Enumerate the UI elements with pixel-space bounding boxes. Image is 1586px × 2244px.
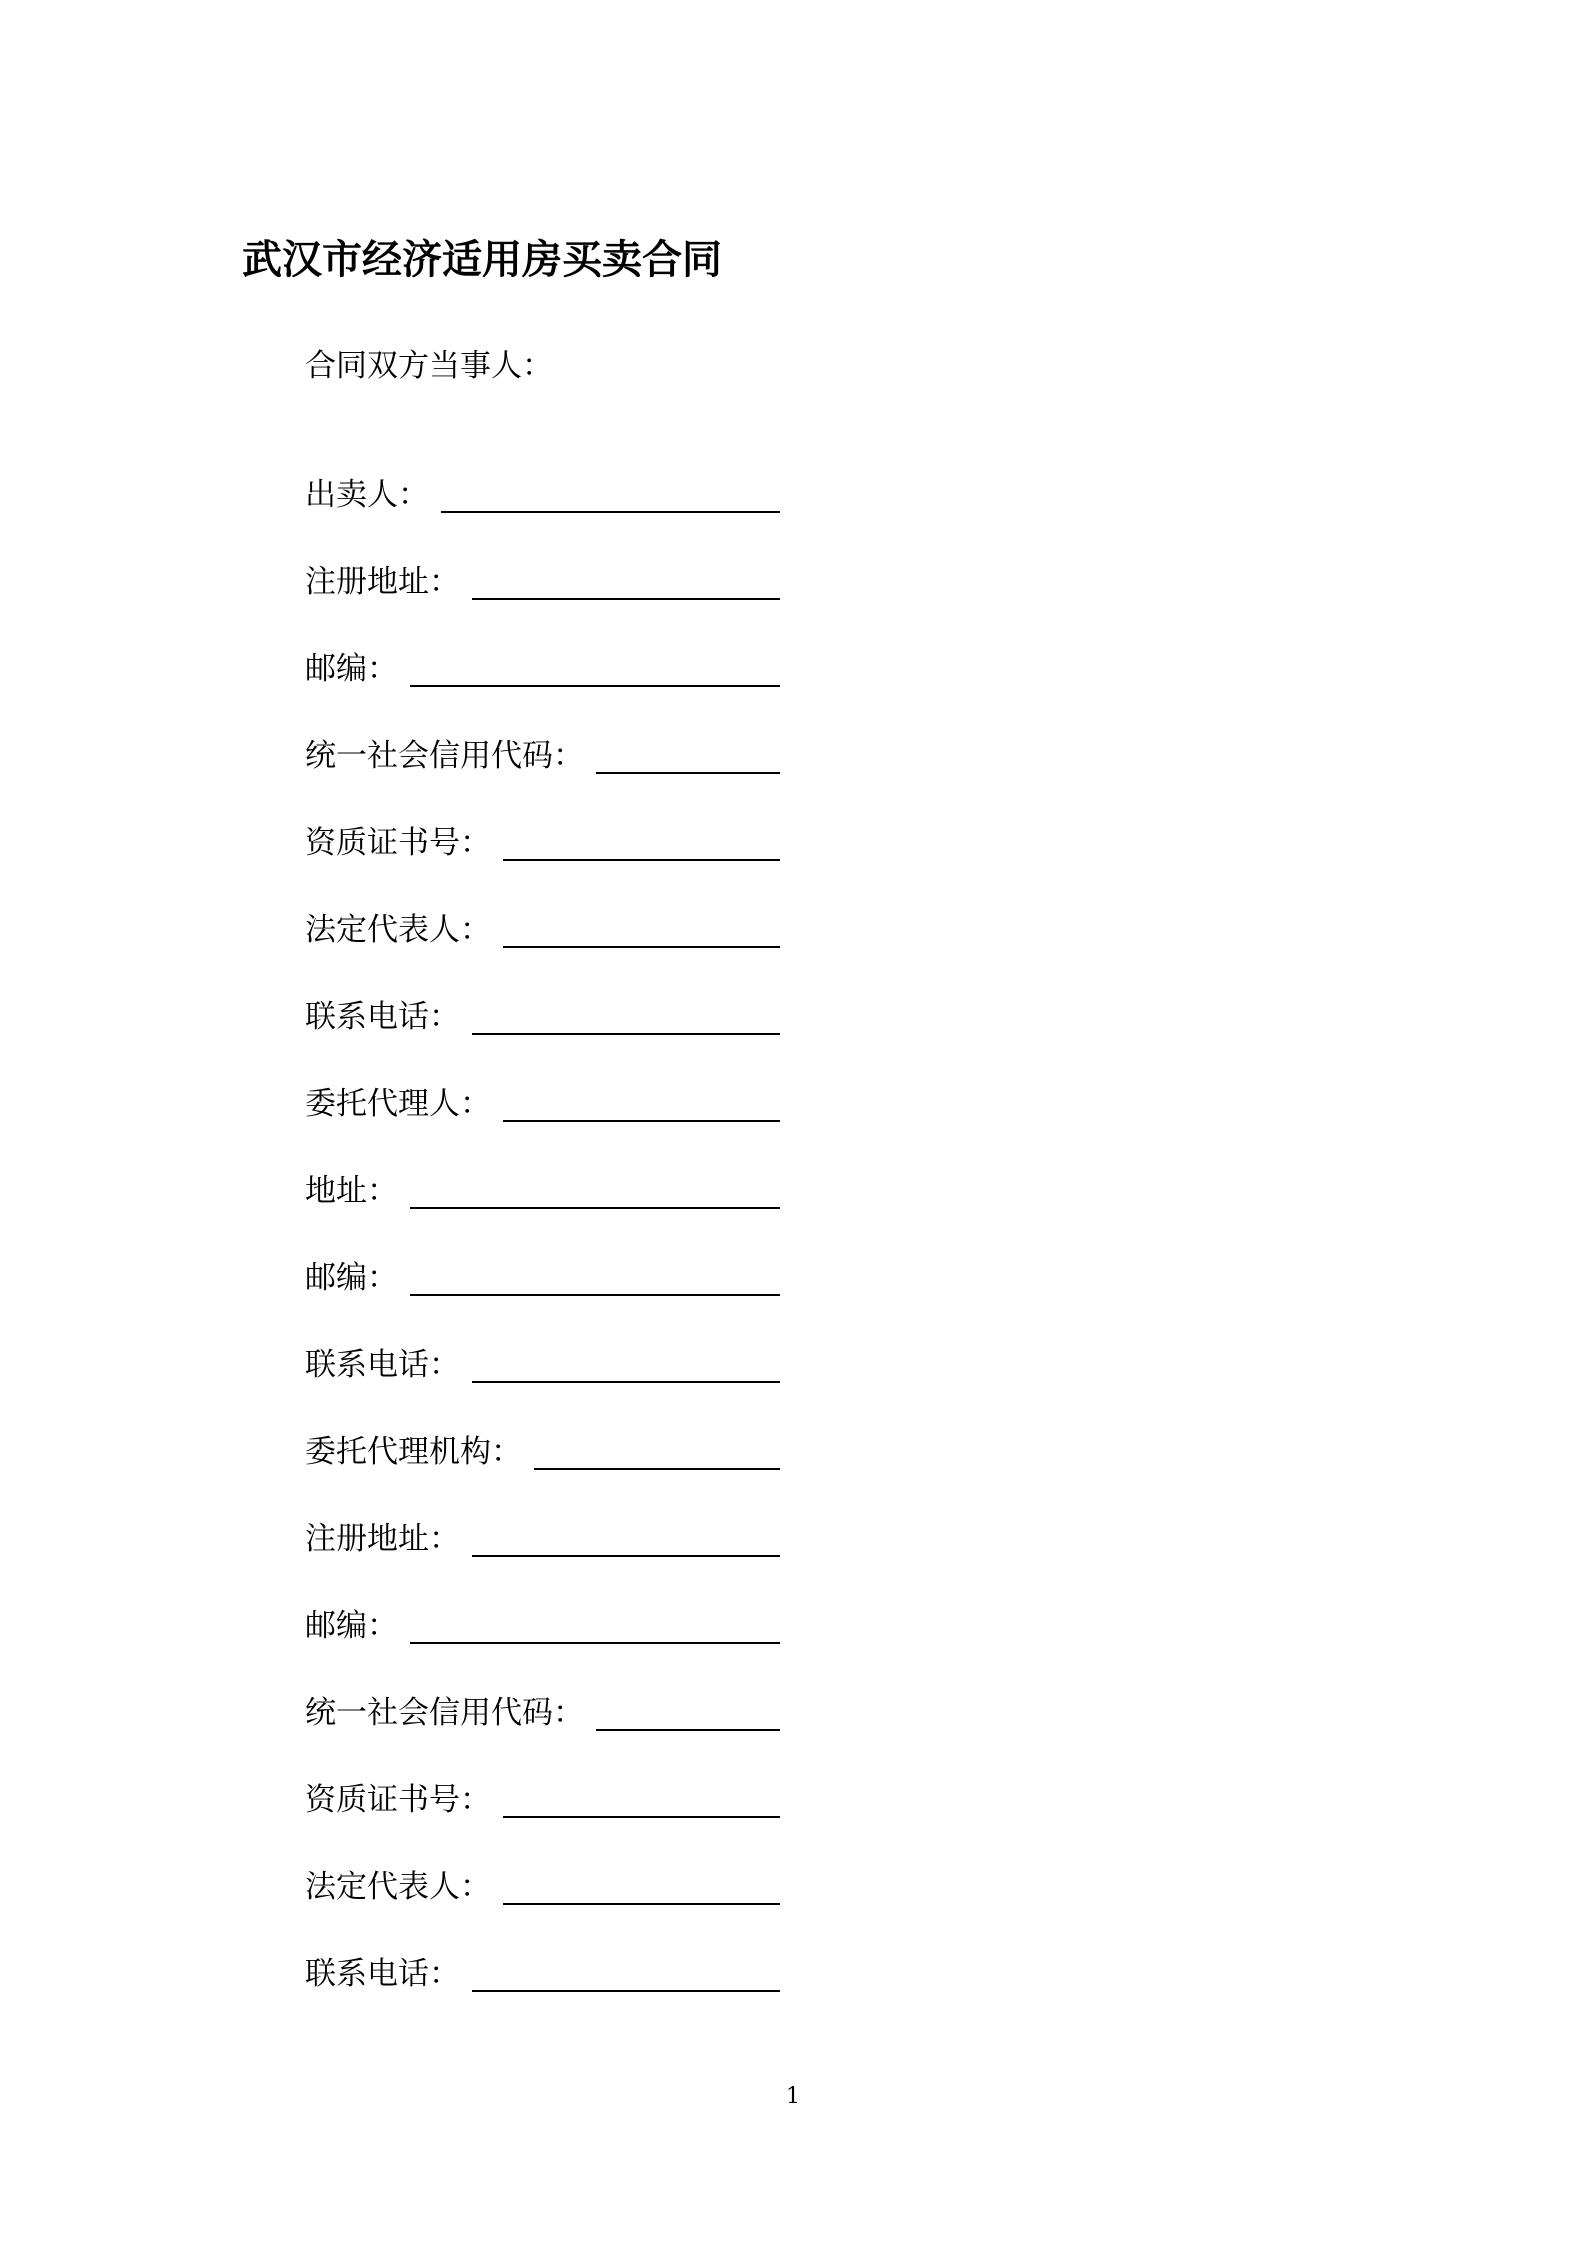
blank-line: [410, 1294, 780, 1296]
field-row-agency-credit-code: [305, 1648, 780, 1735]
blank-line: [503, 859, 780, 861]
blank-line: [503, 946, 780, 948]
blank-line: [596, 1729, 780, 1731]
field-row-agent-postcode: [305, 1213, 780, 1300]
blank-line: [410, 1642, 780, 1644]
field-label: 法定代表人：: [305, 912, 491, 948]
field-row-registered-address: [305, 517, 780, 604]
blank-line: [410, 685, 780, 687]
field-row-agency-certificate-number: [305, 1735, 780, 1822]
field-label: 邮编：: [305, 651, 398, 687]
field-row-seller: [305, 430, 780, 517]
field-label: 出卖人：: [305, 477, 429, 513]
blank-line: [410, 1207, 780, 1209]
field-label: 联系电话：: [305, 1956, 460, 1992]
field-label: 联系电话：: [305, 999, 460, 1035]
field-row-legal-representative: [305, 865, 780, 952]
field-label: 注册地址：: [305, 1521, 460, 1557]
party-fields: [305, 430, 780, 1996]
field-row-agency-postcode: [305, 1561, 780, 1648]
field-label: 法定代表人：: [305, 1869, 491, 1905]
parties-intro: 合同双方当事人：: [305, 348, 553, 384]
blank-line: [441, 511, 780, 513]
field-row-credit-code: [305, 691, 780, 778]
field-label: 邮编：: [305, 1608, 398, 1644]
field-label: 统一社会信用代码：: [305, 1695, 584, 1731]
field-row-certificate-number: [305, 778, 780, 865]
field-row-postcode: [305, 604, 780, 691]
blank-line: [503, 1903, 780, 1905]
blank-line: [596, 772, 780, 774]
blank-line: [472, 1033, 780, 1035]
blank-line: [472, 1555, 780, 1557]
field-label: 统一社会信用代码：: [305, 738, 584, 774]
field-label: 资质证书号：: [305, 1782, 491, 1818]
field-label: 注册地址：: [305, 564, 460, 600]
blank-line: [472, 1990, 780, 1992]
field-row-agency-phone: [305, 1909, 780, 1996]
blank-line: [503, 1120, 780, 1122]
field-row-agency-legal-representative: [305, 1822, 780, 1909]
field-row-address: [305, 1126, 780, 1213]
field-row-agent: [305, 1039, 780, 1126]
page-number: 1: [786, 2084, 800, 2109]
field-row-phone: [305, 952, 780, 1039]
blank-line: [472, 1381, 780, 1383]
field-label: 委托代理人：: [305, 1086, 491, 1122]
blank-line: [534, 1468, 780, 1470]
field-label: 联系电话：: [305, 1347, 460, 1383]
field-row-agency-address: [305, 1474, 780, 1561]
blank-line: [472, 598, 780, 600]
field-label: 邮编：: [305, 1260, 398, 1296]
blank-line: [503, 1816, 780, 1818]
field-label: 地址：: [305, 1173, 398, 1209]
field-label: 委托代理机构：: [305, 1434, 522, 1470]
field-row-agent-phone: [305, 1300, 780, 1387]
document-title: 武汉市经济适用房买卖合同: [242, 237, 722, 283]
field-label: 资质证书号：: [305, 825, 491, 861]
field-row-agency: [305, 1387, 780, 1474]
